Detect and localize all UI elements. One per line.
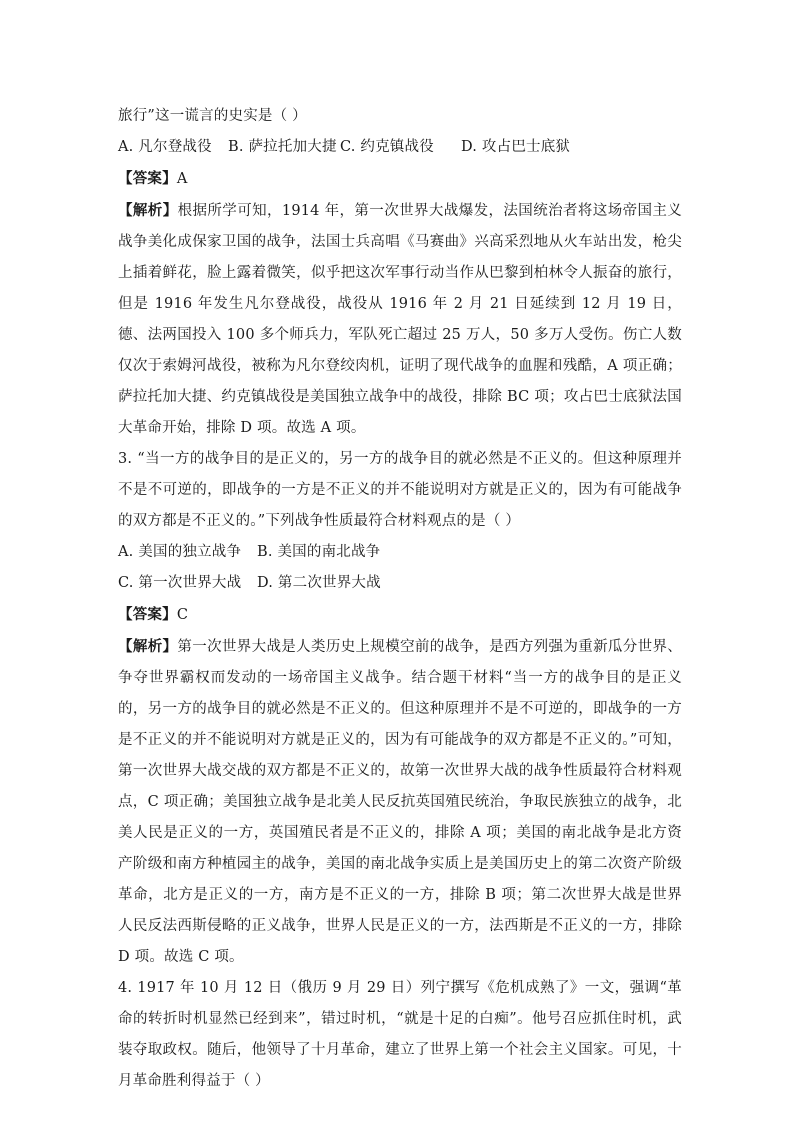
answer-3-value: C [176, 607, 189, 623]
question-3-options-row-2 [118, 568, 682, 599]
question-3-option-d: D. 第二次世界大战 [257, 575, 381, 591]
question-3-option-c: C. 第一次世界大战 [118, 575, 242, 591]
answer-2 [118, 163, 682, 195]
analysis-2-text: 根据所学可知，1914 年，第一次世界大战爆发，法国统治者将这场帝国主义战争美化成保家卫国的战争，法国士兵高唱《马赛曲》兴高采烈地从火车站出发，枪尖上插着鲜花，脸上露着微笑，似乎把这次军事行动当作从巴黎到柏林令人振奋的旅行，但是 1916 年发生凡尔登战役，战役从 1916 年 2 月 21 日延续到 12 月 19 日，德、法两国投入 100 多个师兵力，军队死亡超过 25 万人，50 多万人受伤。伤亡人数仅次于索姆河战役，被称为凡尔登绞肉机，证明了现代战争的血腥和残酷，A 项正确；萨拉托加大捷、约克镇战役是美国独立战争中的战役，排除 BC 项；攻占巴士底狱法国大革命开始，排除 D 项。故选 A 项。 [118, 203, 682, 436]
answer-3-label: 【答案】 [118, 606, 177, 623]
answer-3 [118, 599, 682, 631]
question-2-option-b: B. 萨拉托加大捷 [228, 139, 337, 155]
analysis-3-label: 【解析】 [118, 638, 178, 655]
question-2-stem-tail: 旅行”这一谎言的史实是（ ） [118, 108, 307, 124]
question-3-options-row-1 [118, 537, 682, 568]
question-2-option-d: D. 攻占巴士底狱 [461, 139, 571, 155]
answer-2-value: A [176, 171, 188, 187]
page-content [118, 101, 682, 1097]
question-3-stem: 3. “当一方的战争目的是正义的，另一方的战争目的就必然是不正义的。但这种原理并不是不可逆的，即战争的一方是不正义的并不能说明对方就是正义的，因为有可能战争的双方都是不正义的。”下列战争性质最符合材料观点的是（ ） [118, 451, 682, 529]
question-3-option-b: B. 美国的南北战争 [257, 544, 381, 560]
analysis-3 [118, 631, 682, 973]
answer-2-label: 【答案】 [118, 170, 177, 187]
analysis-3-text: 第一次世界大战是人类历史上规模空前的战争，是西方列强为重新瓜分世界、争夺世界霸权而发动的一场帝国主义战争。结合题干材料“当一方的战争目的是正义的，另一方的战争目的就必然是不正义的。但这种原理并不是不可逆的，即战争的一方是不正义的并不能说明对方就是正义的，因为有可能战争的双方都是不正义的。”可知，第一次世界大战交战的双方都是不正义的，故第一次世界大战的战争性质最符合材料观点，C 项正确；美国独立战争是北美人民反抗英国殖民统治，争取民族独立的战争，北美人民是正义的一方，英国殖民者是不正义的，排除 A 项；美国的南北战争是北方资产阶级和南方种植园主的战争，美国的南北战争实质上是美国历史上的第二次资产阶级革命，北方是正义的一方，南方是不正义的一方，排除 B 项；第二次世界大战是世界人民反法西斯侵略的正义战争，世界人民是正义的一方，法西斯是不正义的一方，排除 D 项。故选 C 项。 [118, 639, 682, 965]
question-3-option-a: A. 美国的独立战争 [118, 544, 242, 560]
question-2-option-c: C. 约克镇战役 [340, 139, 434, 155]
analysis-2 [118, 195, 682, 444]
question-2-option-a: A. 凡尔登战役 [118, 139, 212, 155]
question-2-options [118, 132, 682, 163]
analysis-2-label: 【解析】 [118, 202, 178, 219]
question-4-stem: 4. 1917 年 10 月 12 日（俄历 9 月 29 日）列宁撰写《危机成熟了》一文，强调“革命的转折时机显然已经到来”，错过时机，“就是十足的白痴”。他号召应抓住时机，武装夺取政权。随后，他领导了十月革命，建立了世界上第一个社会主义国家。可见，十月革命胜利得益于（ ） [118, 980, 682, 1089]
